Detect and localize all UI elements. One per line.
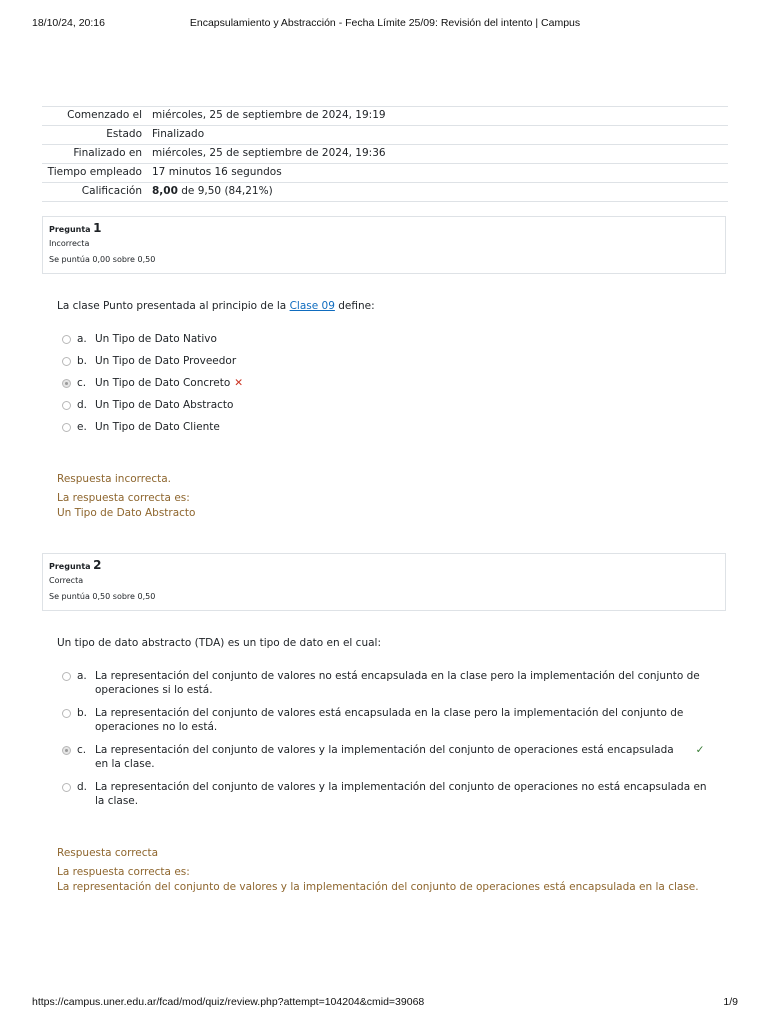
grade-value: 8,00 [152,185,178,197]
answer-option[interactable] [62,669,712,697]
summary-value: miércoles, 25 de septiembre de 2024, 19:19 [152,109,386,121]
summary-label: Tiempo empleado [47,166,142,178]
question-grade: Se puntúa 0,00 sobre 0,50 [49,255,156,264]
answer-letter: b. [77,707,88,719]
answer-option[interactable] [62,354,712,368]
feedback-result: Respuesta correcta [57,847,159,859]
answer-text: La representación del conjunto de valores y la implementación del conjunto de operaciones no está encapsulada en la clase. [95,781,707,807]
incorrect-icon: ✕ [234,377,244,389]
question-1-answers [62,332,712,434]
answer-letter: a. [77,333,87,345]
question-1-info [42,216,726,274]
radio-button[interactable] [62,423,71,432]
radio-button[interactable] [62,357,71,366]
answer-letter: d. [77,781,88,793]
question-2-answers [62,669,712,808]
answer-text: Un Tipo de Dato Cliente [95,421,220,433]
print-title: Encapsulamiento y Abstracción - Fecha Límite 25/09: Revisión del intento | Campus [189,17,581,29]
question-2-text: Un tipo de dato abstracto (TDA) es un tipo de dato en el cual: [57,637,381,649]
feedback-label: La respuesta correcta es: [57,866,190,878]
answer-text: La representación del conjunto de valores y la implementación del conjunto de operaciones está encapsulada en la clase. [95,744,674,770]
answer-letter: a. [77,670,87,682]
answer-text: Un Tipo de Dato Abstracto [95,399,234,411]
question-1-feedback [57,472,195,521]
answer-option[interactable] [62,398,712,412]
question-state: Correcta [49,576,84,585]
answer-letter: c. [77,744,87,756]
summary-label: Finalizado en [73,147,142,159]
question-label: Pregunta [49,562,91,571]
answer-option[interactable] [62,420,712,434]
question-label: Pregunta [49,225,91,234]
question-state: Incorrecta [49,239,90,248]
feedback-correct-answer: La representación del conjunto de valores y la implementación del conjunto de operaciones está encapsulada en la clase. [57,881,699,893]
radio-button-checked[interactable] [62,379,71,388]
summary-value: miércoles, 25 de septiembre de 2024, 19:36 [152,147,386,159]
feedback-label: La respuesta correcta es: [57,492,190,504]
question-2-info [42,553,726,611]
summary-label: Comenzado el [67,109,142,121]
summary-value [147,183,728,202]
summary-row-state [42,126,728,145]
answer-option[interactable] [62,332,712,346]
answer-letter: b. [77,355,88,367]
question-grade: Se puntúa 0,50 sobre 0,50 [49,592,156,601]
radio-button-checked[interactable] [62,746,71,755]
clase-09-link[interactable]: Clase 09 [289,300,335,312]
summary-value: Finalizado [152,128,205,140]
summary-row-started [42,107,728,126]
question-1-text [57,300,375,312]
answer-text: La representación del conjunto de valores no está encapsulada en la clase pero la implementación del conjunto de operaciones si lo está. [95,670,700,696]
question-number: 2 [93,558,102,572]
answer-text: Un Tipo de Dato Proveedor [95,355,237,367]
answer-option-selected[interactable] [62,743,712,771]
radio-button[interactable] [62,335,71,344]
answer-option-selected[interactable] [62,376,712,390]
page-number: 1/9 [723,996,738,1008]
summary-label: Estado [106,128,142,140]
answer-text: Un Tipo de Dato Concreto [95,377,231,389]
answer-letter: e. [77,421,87,433]
question-number: 1 [93,221,102,235]
question-text-part: La clase Punto presentada al principio de la [57,300,290,312]
radio-button[interactable] [62,709,71,718]
attempt-summary-table [42,106,728,202]
feedback-correct-answer: Un Tipo de Dato Abstracto [57,507,196,519]
answer-letter: d. [77,399,88,411]
page-url: https://campus.uner.edu.ar/fcad/mod/quiz/review.php?attempt=104204&cmid=39068 [32,996,425,1008]
question-text-part: define: [334,300,375,312]
answer-text: Un Tipo de Dato Nativo [95,333,217,345]
grade-rest: de 9,50 (84,21%) [177,185,273,197]
summary-label: Calificación [81,185,142,197]
summary-value: 17 minutos 16 segundos [152,166,282,178]
print-datetime: 18/10/24, 20:16 [32,17,105,29]
summary-row-grade [42,183,728,202]
print-footer [32,996,738,1008]
correct-check-icon: ✓ [695,744,705,756]
answer-text: La representación del conjunto de valores está encapsulada en la clase pero la implementación del conjunto de operaciones no lo está. [95,707,684,733]
answer-option[interactable] [62,780,712,808]
print-header [32,17,738,29]
radio-button[interactable] [62,401,71,410]
summary-row-finished [42,145,728,164]
radio-button[interactable] [62,783,71,792]
answer-option[interactable] [62,706,712,734]
answer-letter: c. [77,377,87,389]
radio-button[interactable] [62,672,71,681]
summary-row-time-taken [42,164,728,183]
feedback-result: Respuesta incorrecta. [57,473,172,485]
question-2-feedback [57,846,699,895]
